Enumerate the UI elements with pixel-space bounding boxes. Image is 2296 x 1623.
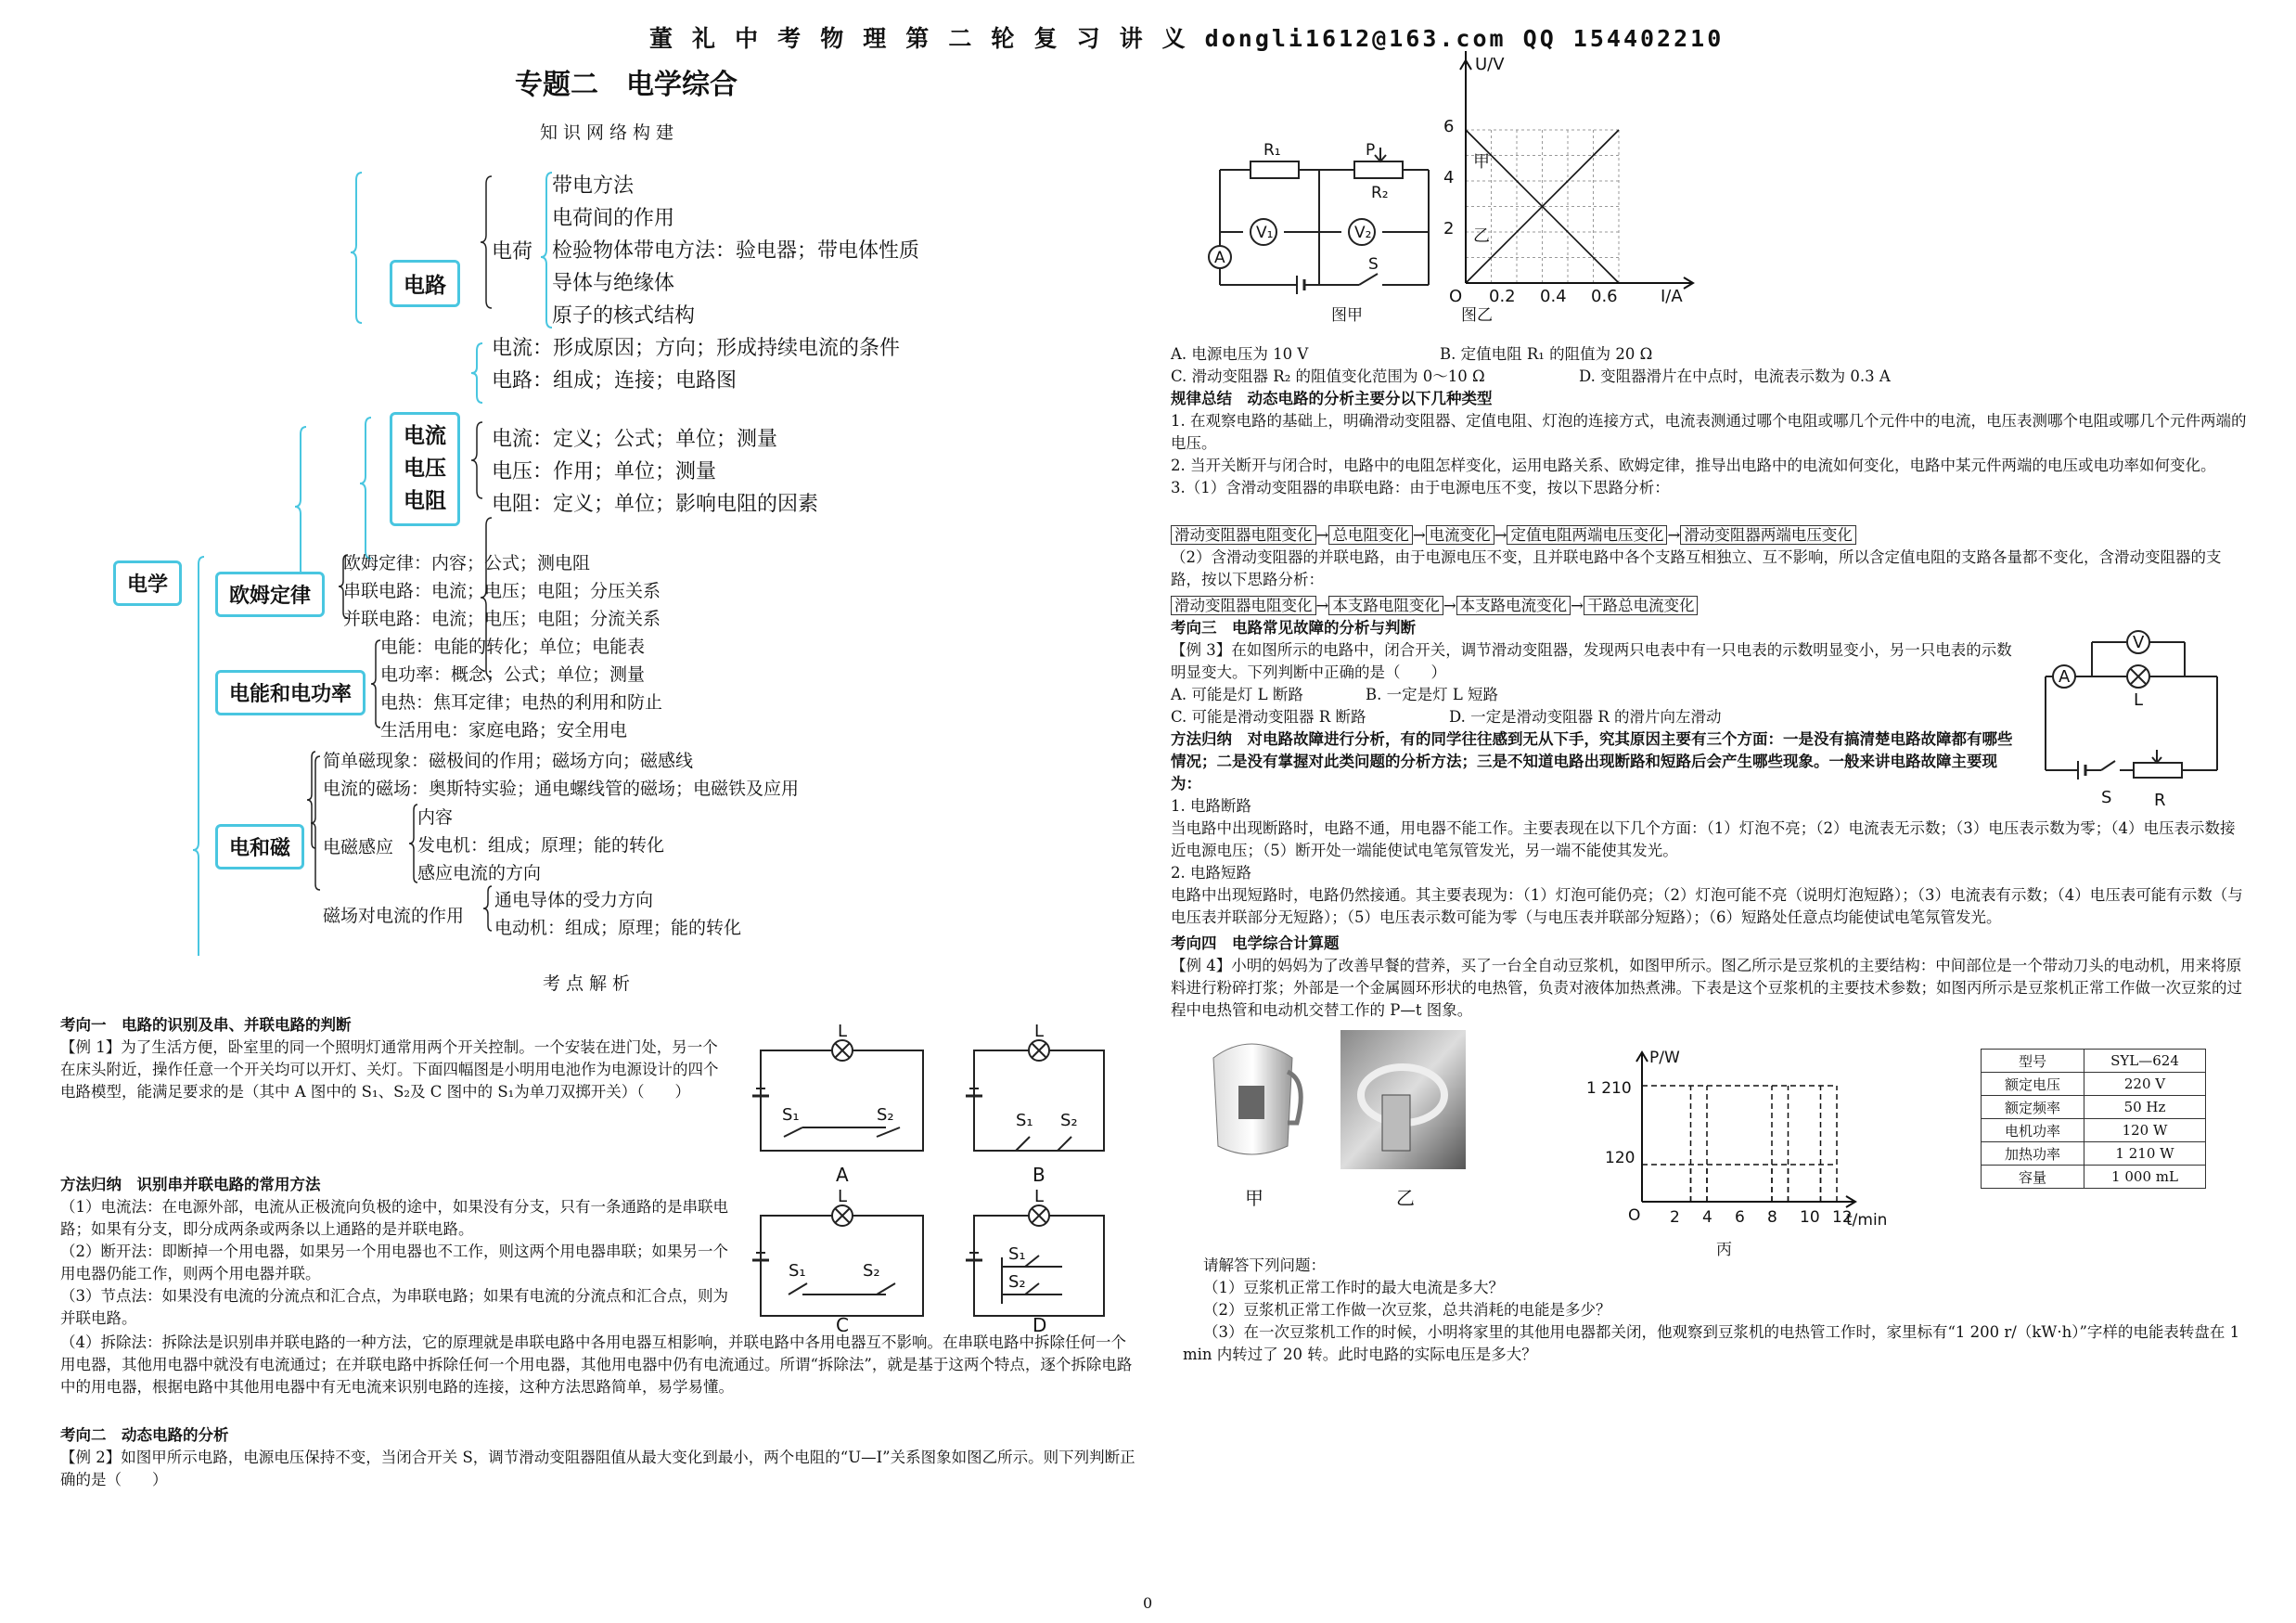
- svg-text:S₁: S₁: [1016, 1111, 1033, 1130]
- flow-series: 滑动变阻器电阻变化 → 总电阻变化 → 电流变化 → 定值电阻两端电压变化 → 滑动变阻器两端电压变化: [1171, 522, 1856, 545]
- page-number: 0: [1143, 1594, 1153, 1612]
- rule-item: 1. 在观察电路的基础上，明确滑动变阻器、定值电阻、灯泡的连接方式，电流表测通过哪个电阻或哪几个元件中的电流，电压表测哪个电阻或哪几个元件两端的电压。: [1171, 412, 2247, 452]
- pt-xtick: 8: [1767, 1208, 1777, 1227]
- pt-ytick: 120: [1605, 1149, 1635, 1167]
- fault-short-text: 电路中出现短路时，电路仍然接通。其主要表现为：（1）灯泡可能仍亮；（2）灯泡可能不亮（说明灯泡短路）；（3）电流表有示数；（4）电压表可能有示数（与电压表并联部分无短路）；（5）电压表示数可能为零（与电压表并联部分短路）；（6）短路处任意点均能使试电笔氖管发光。: [1171, 886, 2243, 926]
- mindmap-induction-item: 感应电流的方向: [417, 863, 542, 883]
- ui-xlabel: I/A: [1661, 287, 1683, 306]
- svg-text:S₁: S₁: [1008, 1244, 1026, 1264]
- svg-text:S₁: S₁: [789, 1261, 806, 1281]
- circuit-label-d: D: [1033, 1314, 1047, 1332]
- spec-key: 电机功率: [1982, 1119, 2084, 1142]
- flow-step: 电流变化: [1426, 525, 1494, 545]
- fault-open-text: 当电路中出现断路时，电路不通，用电器不能工作。主要表现在以下几个方面：（1）灯泡不亮；（2）电流表无示数；（3）电压表示数为零；（4）电压表示数接近电源电压；（5）断开处一端能使试电笔氖管发光，另一端不能使其发光。: [1171, 819, 2236, 859]
- spec-value: 50 Hz: [2084, 1096, 2206, 1119]
- pt-ytick: 1 210: [1586, 1079, 1632, 1098]
- example-2-figures: [1206, 51, 1707, 329]
- pic-label-bing: 丙: [1716, 1241, 1732, 1259]
- mindmap-ohm-item: 欧姆定律：内容；公式；测电阻: [343, 553, 591, 573]
- pic-label-jia: 甲: [1245, 1187, 1263, 1209]
- spec-row: [1982, 1142, 2206, 1166]
- fault-method: [1171, 728, 2020, 795]
- example-3: 【例 3】在如图所示的电路中，闭合开关，调节滑动变阻器，发现两只电表中有一只电表的示数明显变小，另一只电表的示数明显变大。下列判断中正确的是（ ）: [1171, 641, 2012, 681]
- ex2-option-c: C. 滑动变阻器 R₂ 的阻值变化范围为 0～10 Ω: [1171, 367, 1485, 385]
- svg-text:R₂: R₂: [1371, 184, 1389, 202]
- mindmap-force-item: 通电导体的受力方向: [494, 890, 654, 910]
- rule-title: 规律总结 动态电路的分析主要分以下几种类型: [1171, 390, 1493, 407]
- mindmap-power-item: 生活用电：家庭电路；安全用电: [380, 720, 628, 741]
- section-knowledge-network: 知识网络构建: [540, 122, 680, 143]
- mindmap-induction-label: 电磁感应: [323, 837, 394, 857]
- example-2-options: [1171, 343, 2247, 388]
- flow-step: 滑动变阻器电阻变化: [1171, 596, 1316, 615]
- ui-ytick: 2: [1443, 219, 1455, 238]
- circuit-options-figure: [747, 1016, 1136, 1332]
- svg-text:A: A: [1214, 249, 1225, 267]
- flow-step: 定值电阻两端电压变化: [1507, 525, 1667, 545]
- svg-text:V₁: V₁: [1256, 224, 1274, 242]
- spec-table: [1981, 1049, 2206, 1189]
- ex2-option-a: A. 电源电压为 10 V: [1171, 345, 1309, 363]
- spec-key: 容量: [1982, 1166, 2084, 1189]
- spec-row: [1982, 1073, 2206, 1096]
- mindmap-power-item: 电热：焦耳定律；电热的利用和防止: [380, 692, 663, 713]
- mindmap-mag-item: 简单磁现象：磁极间的作用；磁场方向；磁感线: [323, 751, 694, 771]
- circuit-label-a: A: [836, 1164, 849, 1186]
- ui-xtick: 0.4: [1540, 287, 1567, 306]
- pt-origin: O: [1628, 1206, 1641, 1225]
- svg-text:V₂: V₂: [1354, 224, 1372, 242]
- pt-xtick: 12: [1832, 1208, 1853, 1227]
- spec-key: 额定频率: [1982, 1096, 2084, 1119]
- mindmap-charge-item: 电荷间的作用: [552, 207, 675, 230]
- spec-row: [1982, 1119, 2206, 1142]
- spec-key: 型号: [1982, 1050, 2084, 1073]
- spec-row: [1982, 1050, 2206, 1073]
- soymilk-structure-photo: [1340, 1030, 1466, 1169]
- mindmap-iur-item: 电流：定义；公式；单位；测量: [492, 428, 778, 451]
- direction-1-title: 考向一 电路的识别及串、并联电路的判断: [60, 1016, 352, 1034]
- ui-origin: O: [1449, 287, 1463, 306]
- ex2-option-b: B. 定值电阻 R₁ 的阻值为 20 Ω: [1440, 345, 1653, 363]
- ex3-option-b: B. 一定是灯 L 短路: [1366, 686, 1499, 703]
- mindmap-power-box: 电能和电功率: [215, 670, 366, 715]
- spec-row: [1982, 1096, 2206, 1119]
- page-header: 董 礼 中 考 物 理 第 二 轮 复 习 讲 义 dongli1612@163.com QQ 154402210: [649, 25, 1725, 52]
- pt-xtick: 10: [1800, 1208, 1820, 1227]
- fig-label-jia: 图甲: [1331, 306, 1363, 325]
- svg-text:L: L: [2134, 690, 2144, 710]
- pic-label-yi: 乙: [1396, 1187, 1415, 1209]
- method-item: （1）电流法：在电源外部，电流从正极流向负极的途中，如果没有分支，只有一条通路的是串联电路；如果有分支，即分成两条或两条以上通路的是并联电路。: [60, 1198, 728, 1238]
- ui-ytick: 6: [1443, 117, 1455, 136]
- svg-text:A: A: [2059, 667, 2071, 687]
- spec-key: 额定电压: [1982, 1073, 2084, 1096]
- rule-item: 3.（1）含滑动变阻器的串联电路：由于电源电压不变，按以下思路分析：: [1171, 479, 1670, 496]
- mindmap-ohm-item: 并联电路：电流；电压；电阻；分流关系: [343, 609, 661, 629]
- mindmap-circuit-box: 电路: [390, 260, 460, 307]
- flow-step: 滑动变阻器两端电压变化: [1680, 525, 1856, 545]
- ui-line-label-jia: 甲: [1473, 152, 1490, 172]
- pt-xtick: 4: [1702, 1208, 1712, 1227]
- ex3-option-a: A. 可能是灯 L 断路: [1171, 686, 1303, 703]
- flow-step: 干路总电流变化: [1584, 596, 1699, 615]
- mindmap-charge-item: 原子的核式结构: [552, 304, 696, 328]
- svg-text:P: P: [1366, 141, 1376, 160]
- pt-chart: [1577, 1039, 1902, 1262]
- svg-text:L: L: [1034, 1187, 1045, 1206]
- spec-value: SYL—624: [2084, 1050, 2206, 1073]
- ex2-option-d: D. 变阻器滑片在中点时，电流表示数为 0.3 A: [1579, 367, 1891, 385]
- flow-step: 本支路电流变化: [1456, 596, 1571, 615]
- svg-text:R: R: [2154, 791, 2166, 807]
- mindmap-magnetism-box: 电和磁: [215, 824, 304, 869]
- ex3-option-d: D. 一定是滑动变阻器 R 的滑片向左滑动: [1449, 708, 1722, 726]
- ui-ytick: 4: [1443, 168, 1455, 187]
- question-item: （1）豆浆机正常工作时的最大电流是多大？: [1203, 1279, 1504, 1296]
- ui-line-label-yi: 乙: [1473, 226, 1490, 246]
- mindmap-iur-voltage: 电压: [404, 457, 446, 481]
- svg-text:R₁: R₁: [1263, 141, 1281, 160]
- flow-step: 总电阻变化: [1328, 525, 1413, 545]
- fig-label-yi: 图乙: [1461, 306, 1493, 325]
- spec-value: 120 W: [2084, 1119, 2206, 1142]
- example-1: 【例 1】为了生活方便，卧室里的同一个照明灯通常用两个开关控制。一个安装在进门处，另一个在床头附近，操作任意一个开关均可以开灯、关灯。下面四幅图是小明用电池作为电源设计的四个电路模型，能满足要求的是（其中 A 图中的 S₁、S₂及 C 图中的 S₁为单刀双掷开关）（ ）: [60, 1038, 719, 1101]
- ex3-option-c: C. 可能是滑动变阻器 R 断路: [1171, 708, 1366, 726]
- rule-body: [1171, 410, 2247, 499]
- mindmap-power-item: 电能：电能的转化；单位；电能表: [380, 637, 646, 657]
- mindmap-current-item: 电流：形成原因；方向；形成持续电流的条件: [492, 337, 901, 360]
- mindmap-charge-item: 带电方法: [552, 174, 635, 198]
- soymilk-images: [1197, 1030, 1475, 1211]
- mindmap-mag-item: 电流的磁场：奥斯特实验；通电螺线管的磁场；电磁铁及应用: [323, 779, 800, 799]
- ui-graph: [1443, 51, 1693, 306]
- mindmap-charge-label: 电荷: [492, 240, 533, 264]
- svg-text:S₂: S₂: [1060, 1111, 1078, 1130]
- svg-text:S: S: [1368, 255, 1379, 274]
- svg-text:S₂: S₂: [863, 1261, 880, 1281]
- svg-text:S₂: S₂: [1008, 1272, 1026, 1292]
- mindmap-iur-current: 电流: [404, 424, 446, 448]
- page-title: 专题二 电学综合: [515, 69, 738, 101]
- example-2: 【例 2】如图甲所示电路，电源电压保持不变，当闭合开关 S，调节滑动变阻器阻值从最大变化到最小，两个电阻的“U—I”关系图象如图乙所示。则下列判断正确的是（ ）: [60, 1449, 1135, 1488]
- svg-text:S: S: [2101, 788, 2112, 807]
- ui-xtick: 0.2: [1489, 287, 1516, 306]
- circuit-label-b: B: [1033, 1164, 1045, 1186]
- mindmap-iur-item: 电压：作用；单位；测量: [492, 460, 717, 483]
- mindmap-charge-item: 导体与绝缘体: [552, 272, 675, 295]
- spec-value: 220 V: [2084, 1073, 2206, 1096]
- direction-2-title: 考向二 动态电路的分析: [60, 1426, 229, 1444]
- spec-key: 加热功率: [1982, 1142, 2084, 1166]
- mindmap-iur-item: 电阻：定义；单位；影响电阻的因素: [492, 493, 819, 516]
- example-3-circuit: [2022, 622, 2240, 807]
- mindmap-force-item: 电动机：组成；原理；能的转化: [494, 918, 742, 938]
- method-item: （3）节点法：如果没有电流的分流点和汇合点，为串联电路；如果有电流的分流点和汇合点，则为并联电路。: [60, 1287, 728, 1327]
- mindmap-root-box: 电学: [113, 560, 182, 606]
- pt-xlabel: t/min: [1846, 1211, 1888, 1230]
- method-item-4: （4）拆除法：拆除法是识别串并联电路的一种方法，它的原理就是串联电路中各用电器互相影响，并联电路中各用电器互不影响。在串联电路中拆除任何一个用电器，其他用电器中就没有电流通过；在并联电路中拆除任何一个用电器，其他用电器中仍有电流通过。所谓“拆除法”，就是基于这两个特点，逐个拆除电路中的用电器，根据电路中其他用电器中有无电流来识别电路的连接，这种方法思路简单，易学易懂。: [60, 1333, 1133, 1396]
- mindmap-circuit-item: 电路：组成；连接；电路图: [492, 369, 738, 393]
- svg-text:V: V: [2133, 633, 2145, 652]
- direction-4-title: 考向四 电学综合计算题: [1171, 934, 1340, 952]
- questions: [1183, 1255, 2245, 1366]
- pt-xtick: 2: [1670, 1208, 1680, 1227]
- fault-method-text: 方法归纳 对电路故障进行分析，有的同学往往感到无从下手，究其原因主要有三个方面：一是没有搞清楚电路故障都有哪些情况；二是没有掌握对此类问题的分析方法；三是不知道电路出现断路和短路后会产生哪些现象。一般来讲电路故障主要现为：: [1171, 730, 2013, 792]
- section-analysis: 考点解析: [543, 973, 636, 994]
- spec-value: 1 000 mL: [2084, 1166, 2206, 1189]
- fault-open-title: 1. 电路断路: [1171, 797, 1251, 815]
- question-item: （3）在一次豆浆机工作的时候，小明将家里的其他用电器都关闭，他观察到豆浆机的电热管工作时，家里标有“1 200 r/（kW·h）”字样的电能表转盘在 1 min 内转过了 20 转。此时电路的实际电压是多大？: [1183, 1323, 2240, 1363]
- flow-parallel: 滑动变阻器电阻变化 → 本支路电阻变化 → 本支路电流变化 → 干路总电流变化: [1171, 593, 1698, 615]
- mindmap-induction-item: 发电机：组成；原理；能的转化: [417, 835, 665, 856]
- soymilk-maker-photo: [1213, 1044, 1301, 1154]
- spec-value: 1 210 W: [2084, 1142, 2206, 1166]
- svg-text:S₁: S₁: [782, 1105, 800, 1125]
- flow-step: 滑动变阻器电阻变化: [1171, 525, 1316, 545]
- fault-open: [1171, 795, 2247, 929]
- svg-text:L: L: [838, 1022, 848, 1041]
- rule-parallel: （2）含滑动变阻器的并联电路，由于电源电压不变，且并联电路中各个支路互相独立、互不影响，所以含定值电阻的支路各量都不变化，含滑动变阻器的支路，按以下思路分析：: [1171, 548, 2222, 588]
- example-4: 【例 4】小明的妈妈为了改善早餐的营养，买了一台全自动豆浆机，如图甲所示。图乙所示是豆浆机的主要结构：中间部位是一个带动刀头的电动机，用来将原料进行粉碎打浆；外部是一个金属圆环形状的电热管，负责对液体加热煮沸。下表是这个豆浆机的主要技术参数；如图丙所示是豆浆机正常工作做一次豆浆的过程中电热管和电动机交替工作的 P—t 图象。: [1171, 957, 2242, 1019]
- mindmap-induction-item: 内容: [417, 807, 454, 828]
- circuit-label-c: C: [836, 1314, 849, 1332]
- mindmap-charge-item: 检验物体带电方法：验电器；带电体性质: [552, 239, 920, 263]
- example-3-options: [1171, 684, 2020, 728]
- mindmap-iur-resistance: 电阻: [404, 489, 446, 513]
- svg-text:L: L: [838, 1187, 848, 1206]
- ui-ylabel: U/V: [1475, 55, 1505, 74]
- fault-short-title: 2. 电路短路: [1171, 864, 1251, 882]
- flow-step: 本支路电阻变化: [1328, 596, 1443, 615]
- pt-xtick: 6: [1735, 1208, 1745, 1227]
- mindmap-iur-box: [390, 412, 460, 526]
- method-1-title: 方法归纳 识别串并联电路的常用方法: [60, 1176, 321, 1193]
- question-item: （2）豆浆机正常工作做一次豆浆，总共消耗的电能是多少？: [1203, 1301, 1611, 1319]
- question-intro: 请解答下列问题：: [1203, 1256, 1326, 1274]
- svg-text:L: L: [1034, 1022, 1045, 1041]
- mindmap-power-item: 电功率：概念；公式；单位；测量: [380, 664, 646, 685]
- spec-row: [1982, 1166, 2206, 1189]
- pt-ylabel: P/W: [1649, 1049, 1680, 1067]
- mindmap-ohm-item: 串联电路：电流；电压；电阻；分压关系: [343, 581, 661, 601]
- mindmap-ohm-box: 欧姆定律: [215, 572, 325, 617]
- method-1-body: [60, 1196, 738, 1330]
- svg-text:S₂: S₂: [877, 1105, 894, 1125]
- mindmap-force-label: 磁场对电流的作用: [323, 906, 465, 926]
- ui-xtick: 0.6: [1591, 287, 1618, 306]
- direction-3-title: 考向三 电路常见故障的分析与判断: [1171, 619, 1416, 637]
- method-item: （2）断开法：即断掉一个用电器，如果另一个用电器也不工作，则这两个用电器串联；如果另一个用电器仍能工作，则两个用电器并联。: [60, 1243, 728, 1282]
- rule-item: 2. 当开关断开与闭合时，电路中的电阻怎样变化，运用电路关系、欧姆定律，推导出电路中的电流如何变化，电路中某元件两端的电压或电功率如何变化。: [1171, 457, 2216, 474]
